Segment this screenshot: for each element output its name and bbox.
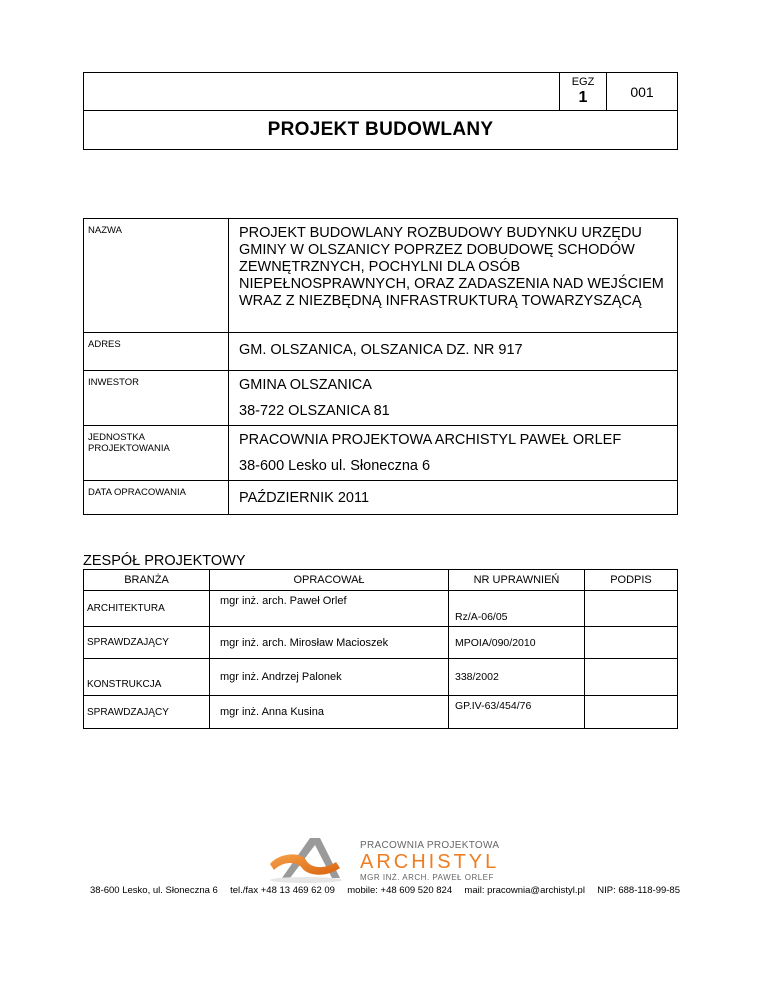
title-box [83, 72, 678, 150]
name-cell: mgr inż. arch. Paweł Orlef [210, 591, 449, 627]
team-table [83, 569, 678, 729]
header-podpis: PODPIS [585, 570, 678, 591]
data-value: PAŹDZIERNIK 2011 [229, 481, 678, 515]
egz-label: EGZ [571, 76, 595, 88]
logo-line-3: MGR INŻ. ARCH. PAWEŁ ORLEF [360, 873, 494, 882]
info-row-jednostka [84, 426, 678, 481]
name-cell: mgr inż. arch. Mirosław Macioszek [210, 627, 449, 659]
table-row [84, 696, 678, 729]
footer-mail: mail: pracownia@archistyl.pl [464, 885, 585, 896]
adres-value: GM. OLSZANICA, OLSZANICA DZ. NR 917 [229, 333, 678, 371]
footer-address: 38-600 Lesko, ul. Słoneczna 6 [90, 885, 218, 896]
copy-row [84, 73, 677, 111]
branza-cell: SPRAWDZAJĄCY [84, 696, 210, 729]
team-header-row [84, 570, 678, 591]
inwestor-address: 38-722 OLSZANICA 81 [239, 403, 390, 419]
inwestor-name: GMINA OLSZANICA [239, 377, 372, 393]
team-title: ZESPÓŁ PROJEKTOWY [83, 553, 246, 569]
data-label: DATA OPRACOWANIA [84, 481, 229, 515]
branza-cell: SPRAWDZAJĄCY [84, 627, 210, 659]
table-row [84, 591, 678, 627]
header-branza: BRANŻA [84, 570, 210, 591]
name-cell: mgr inż. Andrzej Palonek [210, 659, 449, 696]
footer [90, 885, 680, 896]
branza-cell: ARCHITEKTURA [84, 591, 210, 627]
adres-label: ADRES [84, 333, 229, 371]
footer-mobile: mobile: +48 609 520 824 [347, 885, 453, 896]
nr-cell: Rz/A-06/05 [449, 591, 585, 627]
table-row [84, 627, 678, 659]
nr-cell: MPOIA/090/2010 [449, 627, 585, 659]
egz-cell [559, 73, 607, 110]
nr-cell: 338/2002 [449, 659, 585, 696]
table-row [84, 659, 678, 696]
footer-phone: tel./fax +48 13 469 62 09 [230, 885, 335, 896]
nazwa-label: NAZWA [84, 219, 229, 333]
podpis-cell [585, 591, 678, 627]
copy-number: 001 [630, 83, 654, 100]
page-title: PROJEKT BUDOWLANY [267, 119, 494, 140]
header-nr-uprawnien: NR UPRAWNIEŃ [449, 570, 585, 591]
jednostka-name: PRACOWNIA PROJEKTOWA ARCHISTYL PAWEŁ ORLEF [239, 432, 622, 448]
jednostka-value [229, 426, 678, 481]
jednostka-label: JEDNOSTKA PROJEKTOWANIA [84, 426, 229, 481]
jednostka-address: 38-600 Lesko ul. Słoneczna 6 [239, 458, 431, 474]
name-cell: mgr inż. Anna Kusina [210, 696, 449, 729]
podpis-cell [585, 659, 678, 696]
info-row-adres [84, 333, 678, 371]
footer-nip: NIP: 688-118-99-85 [597, 885, 680, 896]
project-info-table [83, 218, 678, 515]
nr-cell: GP.IV-63/454/76 [449, 696, 585, 729]
podpis-cell [585, 696, 678, 729]
info-row-inwestor [84, 371, 678, 426]
info-row-data [84, 481, 678, 515]
logo-brand: ARCHISTYL [360, 851, 500, 873]
inwestor-label: INWESTOR [84, 371, 229, 426]
egz-number: 1 [578, 89, 588, 106]
inwestor-value [229, 371, 678, 426]
branza-cell: KONSTRUKCJA [84, 659, 210, 696]
logo-line-1: PRACOWNIA PROJEKTOWA [360, 840, 500, 851]
podpis-cell [585, 627, 678, 659]
nazwa-value: PROJEKT BUDOWLANY ROZBUDOWY BUDYNKU URZĘDU GMINY W OLSZANICY POPRZEZ DOBUDOWĘ SCHODÓW ZEWNĘTRZNYCH, POCHYLNI DLA OSÓB NIEPEŁNOSPRAWNYCH, ORAZ ZADASZENIA NAD WEJŚCIEM WRAZ Z NIEZBĘDNĄ INFRASTRUKTURĄ TOWARZYSZĄCĄ [229, 219, 678, 333]
logo-text [360, 840, 499, 882]
info-row-nazwa [84, 219, 678, 333]
header-opracowal: OPRACOWAŁ [210, 570, 449, 591]
